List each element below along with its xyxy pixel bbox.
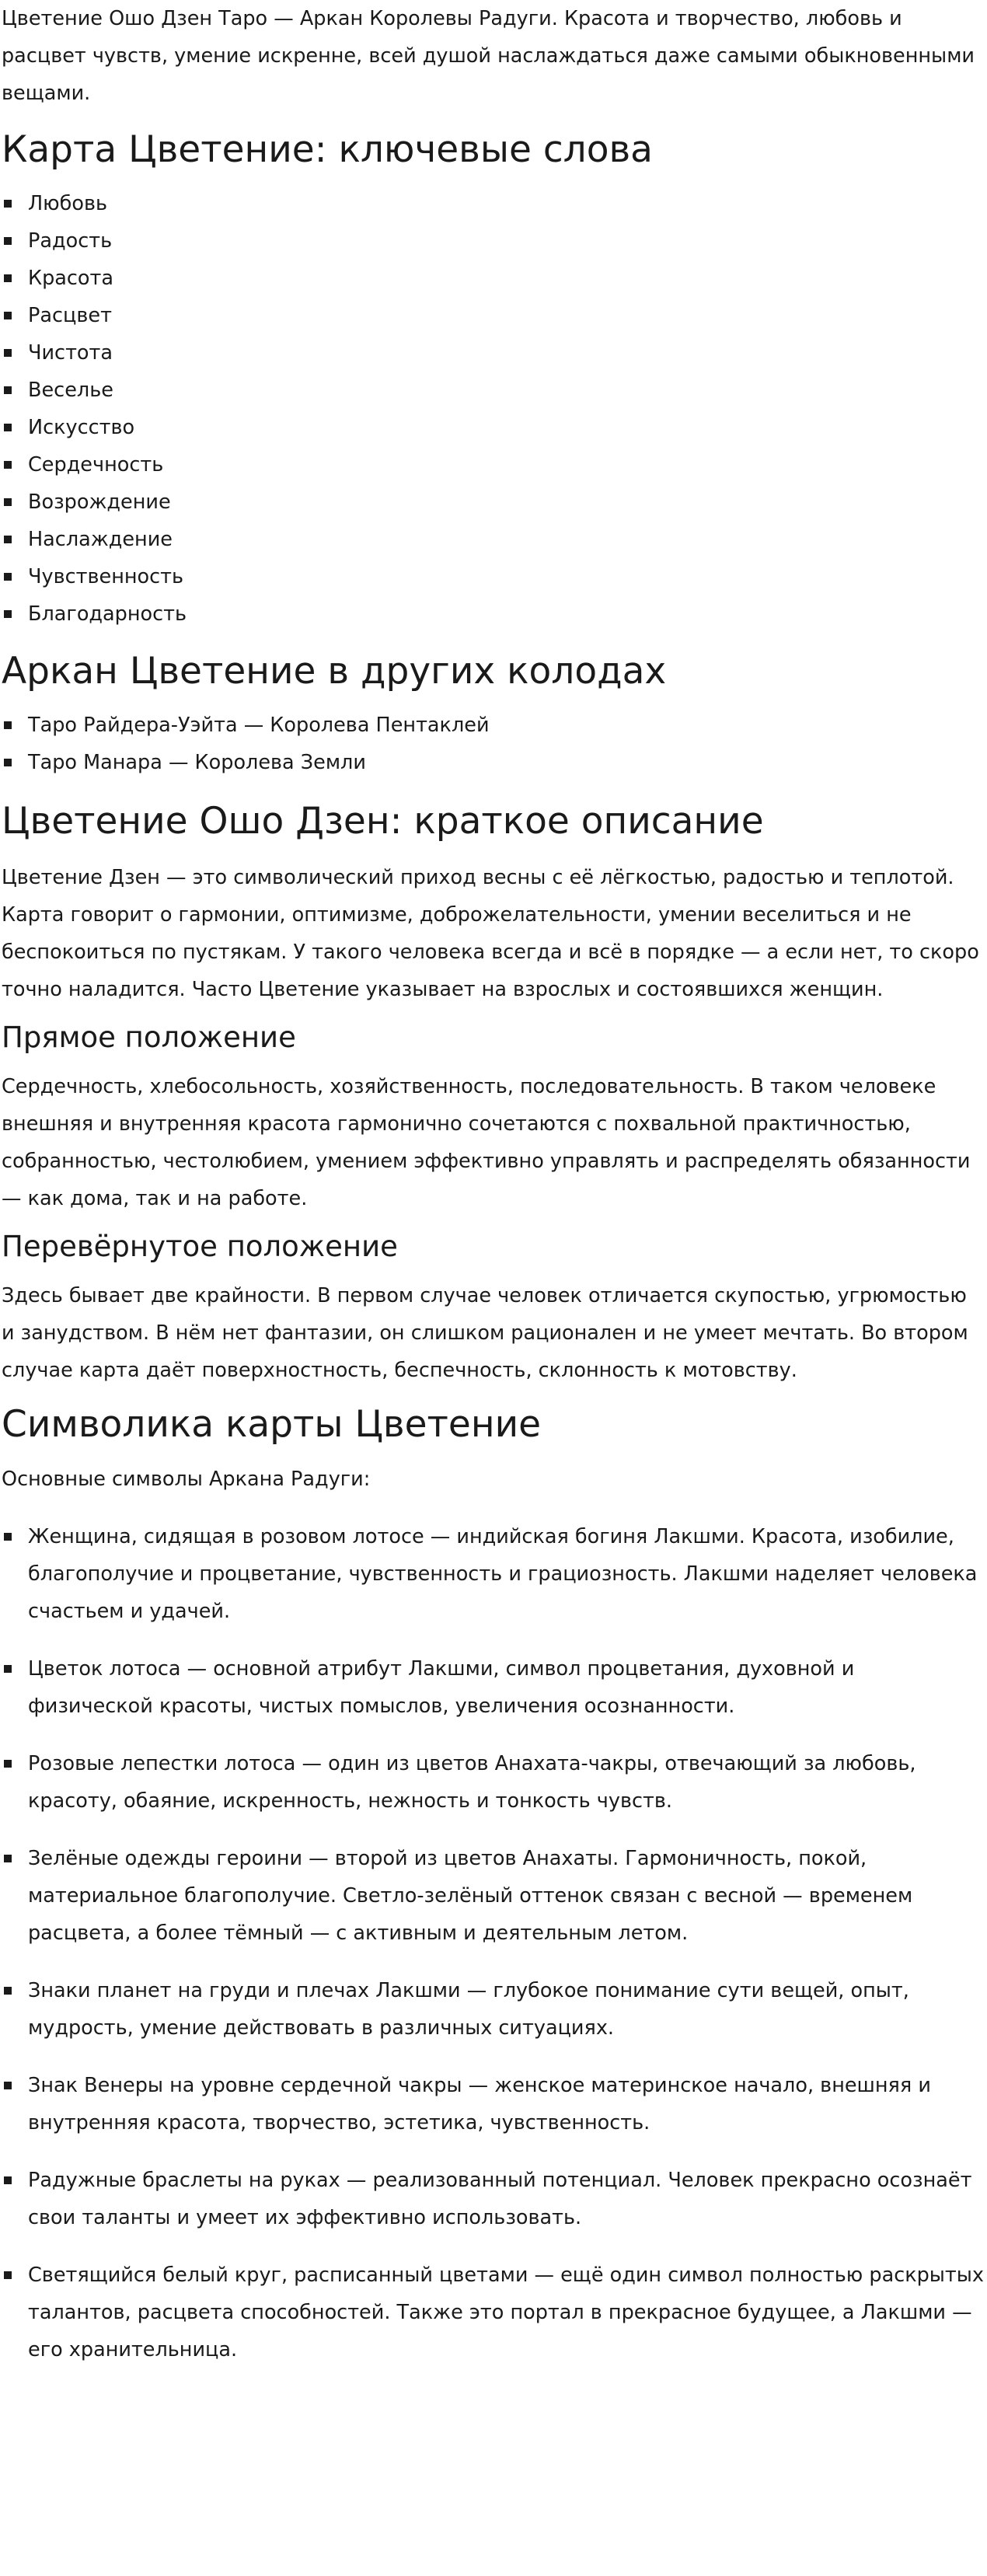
- symbolism-intro: Основные символы Аркана Радуги:: [2, 1468, 371, 1491]
- list-item: Зелёные одежды героини — второй из цветов Анахаты. Гармоничность, покой, материальное благополучие. Светло-зелёный оттенок связан с весной — временем расцвета, а более тёмный — с активным и деятельным летом.: [2, 1840, 985, 1952]
- keywords-list: [2, 185, 985, 633]
- bullet-icon: [4, 1665, 12, 1673]
- list-item: Розовые лепестки лотоса — один из цветов Анахата-чакры, отвечающий за любовь, красоту, обаяние, искренность, нежность и тонкость чувств.: [2, 1745, 985, 1820]
- bullet-icon: [4, 498, 12, 506]
- other-decks-heading: Аркан Цветение в других колодах: [2, 650, 667, 693]
- bullet-icon: [4, 424, 12, 431]
- list-item: Знак Венеры на уровне сердечной чакры — женское материнское начало, внешняя и внутренняя красота, творчество, эстетика, чувственность.: [2, 2067, 985, 2141]
- list-item: Веселье: [2, 372, 985, 409]
- list-item: Светящийся белый круг, расписанный цветами — ещё один символ полностью раскрытых талантов, расцвета способностей. Также это портал в прекрасное будущее, а Лакшми — его хранительница.: [2, 2257, 985, 2368]
- list-item: Чувственность: [2, 558, 985, 595]
- bullet-icon: [4, 237, 12, 245]
- bullet-icon: [4, 1533, 12, 1541]
- upright-paragraph: Сердечность, хлебосольность, хозяйственность, последовательность. В таком человеке внешняя и внутренняя красота гармонично сочетаются с похвальной практичностью, собранностью, честолюбием, умением эффективно управлять и распределять обязанности — как дома, так и на работе.: [2, 1075, 971, 1210]
- list-item: Радужные браслеты на руках — реализованный потенциал. Человек прекрасно осознаёт свои таланты и умеет их эффективно использовать.: [2, 2162, 985, 2236]
- list-item: Любовь: [2, 185, 985, 222]
- list-item: Красота: [2, 260, 985, 297]
- bullet-icon: [4, 2176, 12, 2184]
- list-item: Знаки планет на груди и плечах Лакшми — глубокое понимание сути вещей, опыт, мудрость, умение действовать в различных ситуациях.: [2, 1972, 985, 2047]
- upright-heading: Прямое положение: [2, 1021, 296, 1054]
- list-item: Таро Манара — Королева Земли: [2, 744, 985, 781]
- bullet-icon: [4, 1987, 12, 1995]
- reversed-heading: Перевёрнутое положение: [2, 1230, 398, 1263]
- bullet-icon: [4, 274, 12, 282]
- symbolism-list: [2, 1518, 985, 2368]
- bullet-icon: [4, 386, 12, 394]
- bullet-icon: [4, 1760, 12, 1768]
- bullet-icon: [4, 349, 12, 357]
- bullet-icon: [4, 573, 12, 581]
- list-item: Радость: [2, 222, 985, 260]
- bullet-icon: [4, 2271, 12, 2279]
- list-item: Возрождение: [2, 483, 985, 521]
- bullet-icon: [4, 1855, 12, 1862]
- list-item: Расцвет: [2, 297, 985, 334]
- list-item: Чистота: [2, 334, 985, 372]
- symbolism-heading: Символика карты Цветение: [2, 1403, 542, 1446]
- description-paragraph: Цветение Дзен — это символический приход весны с её лёгкостью, радостью и теплотой. Карта говорит о гармонии, оптимизме, доброжелательности, умении веселиться и не беспокоиться по пустякам. У такого человека всегда и всё в порядке — а если нет, то скоро точно наладится. Часто Цветение указывает на взрослых и состоявшихся женщин.: [2, 866, 979, 1001]
- list-item: Цветок лотоса — основной атрибут Лакшми, символ процветания, духовной и физической красоты, чистых помыслов, увеличения осознанности.: [2, 1650, 985, 1725]
- list-item: Наслаждение: [2, 521, 985, 558]
- list-item: Женщина, сидящая в розовом лотосе — индийская богиня Лакшми. Красота, изобилие, благополучие и процветание, чувственность и грациозность. Лакшми наделяет человека счастьем и удачей.: [2, 1518, 985, 1630]
- list-item: Благодарность: [2, 595, 985, 633]
- description-heading: Цветение Ошо Дзен: краткое описание: [2, 800, 764, 843]
- bullet-icon: [4, 2082, 12, 2089]
- bullet-icon: [4, 461, 12, 469]
- bullet-icon: [4, 610, 12, 618]
- list-item: Сердечность: [2, 446, 985, 483]
- bullet-icon: [4, 200, 12, 208]
- bullet-icon: [4, 759, 12, 766]
- bullet-icon: [4, 312, 12, 319]
- list-item: Таро Райдера-Уэйта — Королева Пентаклей: [2, 707, 985, 744]
- keywords-heading: Карта Цветение: ключевые слова: [2, 128, 653, 171]
- bullet-icon: [4, 721, 12, 729]
- intro-paragraph: Цветение Ошо Дзен Таро — Аркан Королевы Радуги. Красота и творчество, любовь и расцвет чувств, умение искренне, всей душой наслаждаться даже самыми обыкновенными вещами.: [2, 7, 975, 105]
- reversed-paragraph: Здесь бывает две крайности. В первом случае человек отличается скупостью, угрюмостью и занудством. В нём нет фантазии, он слишком рационален и не умеет мечтать. Во втором случае карта даёт поверхностность, беспечность, склонность к мотовству.: [2, 1284, 968, 1382]
- list-item: Искусство: [2, 409, 985, 446]
- other-decks-list: [2, 707, 985, 781]
- bullet-icon: [4, 536, 12, 543]
